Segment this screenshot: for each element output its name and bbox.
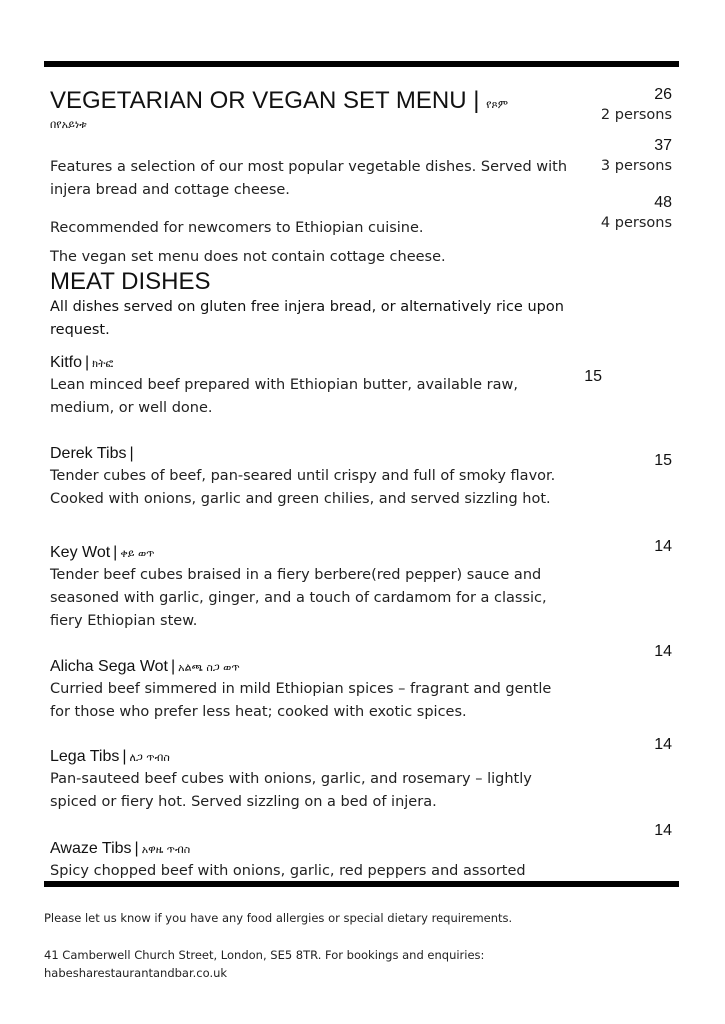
dish-description-kitfo: Lean minced beef prepared with Ethiopian butter, available raw, medium, or well done. — [50, 377, 518, 416]
dish-name-key-wot — [50, 543, 155, 564]
dish-amharic: አልጫ ስጋ ወጥ — [178, 661, 240, 674]
dish-name-alicha-sega-wot — [50, 657, 240, 678]
persons-2: 2 persons — [600, 107, 672, 123]
price-3-persons: 37 — [654, 137, 672, 154]
title-separator: | — [473, 87, 487, 114]
dish-amharic: ክትፎ — [92, 357, 114, 370]
set-menu-title-text: VEGETARIAN OR VEGAN SET MENU — [50, 87, 467, 114]
set-menu-description: Features a selection of our most popular vegetable dishes. Served with injera bread and cottage cheese. — [50, 159, 568, 198]
dish-name-derek-tibs — [50, 444, 137, 465]
set-menu-title-amharic: የጾም — [486, 98, 508, 111]
set-menu-subtitle-amharic: በየአይነቱ — [50, 118, 87, 131]
dish-title: Lega Tibs — [50, 748, 120, 765]
dish-amharic: አዋዜ ጥብስ — [141, 843, 191, 856]
dish-title: Key Wot — [50, 544, 111, 561]
title-separator: | — [122, 748, 127, 765]
dish-price-alicha-sega-wot: 14 — [654, 643, 672, 660]
set-menu-vegan-note: The vegan set menu does not contain cottage cheese. — [50, 249, 446, 265]
dish-price-kitfo: 15 — [584, 368, 602, 385]
allergy-note: Please let us know if you have any food allergies or special dietary requirements. — [44, 911, 513, 925]
meat-section-note: All dishes served on gluten free injera bread, or alternatively rice upon request. — [50, 299, 564, 338]
dish-description-awaze-tibs: Spicy chopped beef with onions, garlic, red peppers and assorted — [50, 863, 526, 879]
dish-title: Kitfo — [50, 354, 83, 371]
address-line: 41 Camberwell Church Street, London, SE5 8TR. For bookings and enquiries: — [44, 948, 485, 962]
bottom-divider — [44, 881, 679, 887]
set-menu-recommendation: Recommended for newcomers to Ethiopian cuisine. — [50, 220, 424, 236]
dish-title: Awaze Tibs — [50, 840, 132, 857]
persons-3: 3 persons — [600, 158, 672, 174]
dish-description-derek-tibs: Tender cubes of beef, pan-seared until crispy and full of smoky flavor. Cooked with onions, garlic and green chilies, and served sizzling hot. — [50, 468, 556, 507]
set-menu-title — [50, 87, 580, 119]
dish-amharic: ቀይ ወጥ — [120, 547, 155, 560]
dish-title: Derek Tibs — [50, 445, 127, 462]
title-separator: | — [113, 544, 118, 561]
price-2-persons: 26 — [654, 86, 672, 103]
title-separator: | — [85, 354, 90, 371]
dish-name-awaze-tibs — [50, 839, 190, 860]
top-divider — [44, 61, 679, 67]
dish-description-lega-tibs: Pan-sauteed beef cubes with onions, garlic, and rosemary – lightly spiced or fiery hot. Served sizzling on a bed of injera. — [50, 771, 532, 810]
title-separator: | — [129, 445, 134, 462]
dish-title: Alicha Sega Wot — [50, 658, 168, 675]
dish-description-key-wot: Tender beef cubes braised in a fiery berbere(red pepper) sauce and seasoned with garlic, ginger, and a touch of cardamom for a classic, fiery Ethiopian stew. — [50, 567, 547, 629]
dish-description-alicha-sega-wot: Curried beef simmered in mild Ethiopian spices – fragrant and gentle for those who prefer less heat; cooked with exotic spices. — [50, 681, 552, 720]
title-separator: | — [171, 658, 176, 675]
dish-price-lega-tibs: 14 — [654, 736, 672, 753]
dish-name-lega-tibs — [50, 747, 170, 768]
persons-4: 4 persons — [600, 215, 672, 231]
dish-price-key-wot: 14 — [654, 538, 672, 555]
website-link[interactable]: habesharestaurantandbar.co.uk — [44, 966, 228, 980]
meat-section-title: MEAT DISHES — [50, 268, 211, 295]
dish-amharic: ለጋ ጥብስ — [129, 751, 170, 764]
dish-name-kitfo — [50, 353, 113, 374]
dish-price-derek-tibs: 15 — [654, 452, 672, 469]
title-separator: | — [134, 840, 139, 857]
price-4-persons: 48 — [654, 194, 672, 211]
dish-price-awaze-tibs: 14 — [654, 822, 672, 839]
